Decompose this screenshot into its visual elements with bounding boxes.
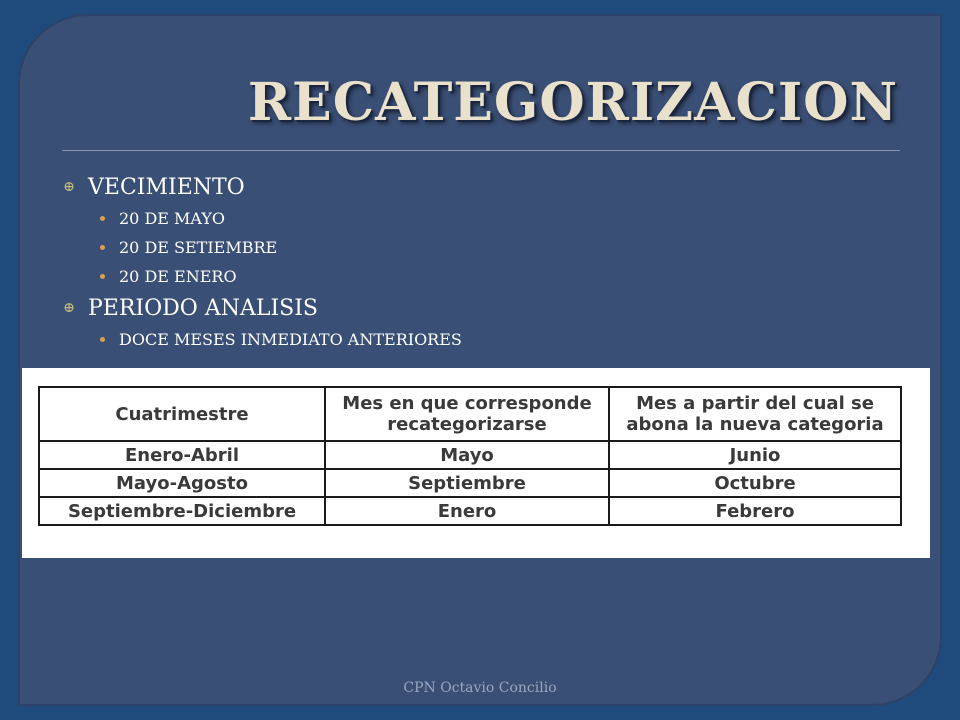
footer-author: CPN Octavio Concilio (403, 680, 557, 696)
table-cell: Mayo (325, 441, 609, 469)
bullet-periodo-analisis (60, 291, 462, 325)
recategorization-table (38, 386, 902, 526)
bullet-label: PERIODO ANALISIS (88, 295, 318, 321)
column-header: Cuatrimestre (39, 387, 325, 441)
bullet-list (60, 170, 462, 354)
table-image-panel (22, 368, 930, 558)
table-row (39, 497, 901, 525)
table-cell: Mayo-Agosto (39, 469, 325, 497)
table-row (39, 469, 901, 497)
dot-icon (100, 245, 105, 250)
subbullet-label: 20 DE MAYO (119, 209, 226, 228)
circled-plus-icon: ⊕ (63, 300, 75, 316)
slide-title: RECATEGORIZACION (247, 72, 898, 133)
subbullet-label: 20 DE SETIEMBRE (119, 238, 278, 257)
subbullet-item (100, 325, 462, 354)
subbullet-item (100, 262, 462, 291)
table-cell: Enero (325, 497, 609, 525)
table-cell: Enero-Abril (39, 441, 325, 469)
table-cell: Febrero (609, 497, 901, 525)
dot-icon (100, 337, 105, 342)
table-cell: Septiembre (325, 469, 609, 497)
bullet-vencimiento (60, 170, 462, 204)
table-cell: Octubre (609, 469, 901, 497)
subbullet-label: 20 DE ENERO (119, 267, 237, 286)
column-header: Mes en que corresponde recategorizarse (325, 387, 609, 441)
title-divider (62, 150, 900, 151)
table-cell: Junio (609, 441, 901, 469)
subbullet-label: DOCE MESES INMEDIATO ANTERIORES (119, 330, 462, 349)
subbullet-item (100, 204, 462, 233)
table-row (39, 441, 901, 469)
subbullet-item (100, 233, 462, 262)
circled-plus-icon: ⊕ (63, 179, 75, 195)
table-cell: Septiembre-Diciembre (39, 497, 325, 525)
bullet-label: VECIMIENTO (88, 174, 245, 200)
table-header-row (39, 387, 901, 441)
dot-icon (100, 216, 105, 221)
column-header: Mes a partir del cual se abona la nueva categoria (609, 387, 901, 441)
dot-icon (100, 274, 105, 279)
